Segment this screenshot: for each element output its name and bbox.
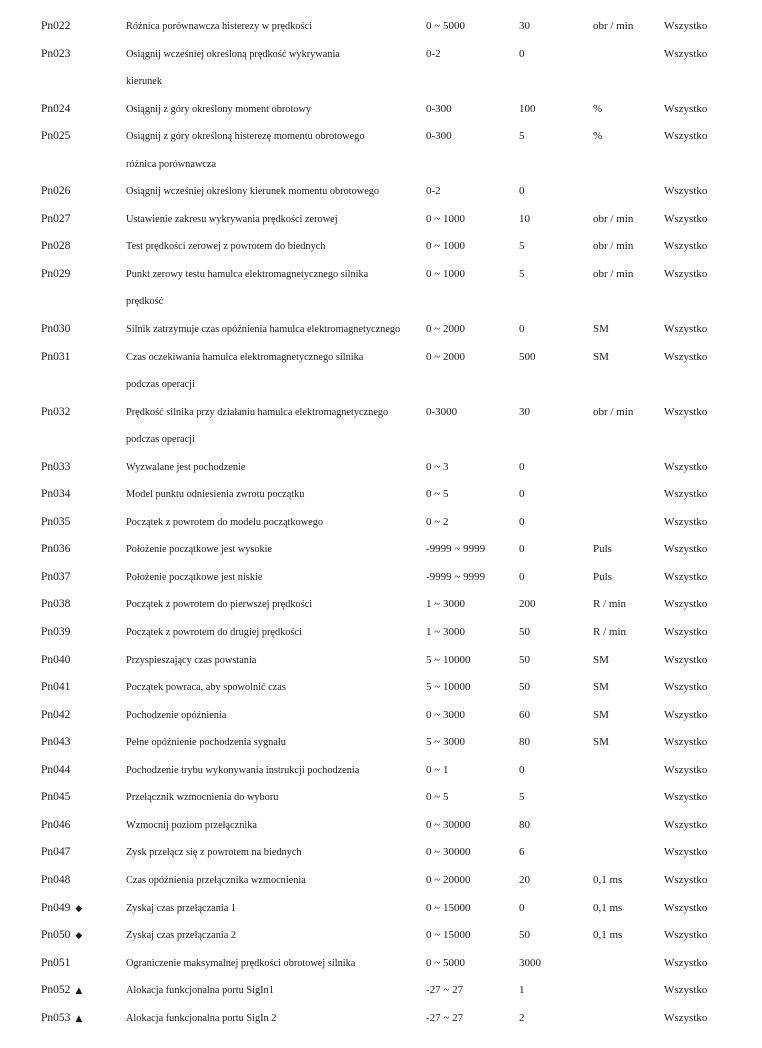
parameter-code-text: Pn046 — [41, 818, 71, 831]
parameter-unit: obr / min — [593, 405, 634, 418]
parameter-range: -9999 ~ 9999 — [426, 543, 486, 556]
parameter-description: prędkość — [126, 296, 164, 308]
parameter-description: Pochodzenie trybu wykonywania instrukcji pochodzenia — [126, 764, 360, 776]
parameter-default: 0 — [519, 488, 525, 501]
parameter-code — [41, 261, 70, 289]
parameter-range: 0 ~ 20000 — [426, 873, 471, 886]
parameter-code — [41, 729, 70, 757]
parameter-mode: Wszystko — [664, 626, 708, 639]
parameter-description: Pełne opóźnienie pochodzenia sygnału — [126, 737, 286, 749]
parameter-description: podczas operacji — [126, 379, 195, 391]
parameter-mode: Wszystko — [664, 681, 708, 694]
table-row — [0, 812, 762, 840]
table-row — [0, 757, 762, 785]
table-row — [0, 895, 762, 923]
parameter-mode: Wszystko — [664, 130, 708, 143]
parameter-code — [41, 702, 70, 730]
parameter-mode: Wszystko — [664, 763, 708, 776]
parameter-mode: Wszystko — [664, 20, 708, 32]
parameter-mode: Wszystko — [664, 846, 708, 859]
parameter-code-text: Pn033 — [41, 460, 71, 473]
parameter-code-text: Pn022 — [41, 20, 71, 32]
parameter-code-text: Pn036 — [41, 543, 71, 556]
parameter-code-text: Pn040 — [41, 653, 71, 666]
parameter-range: 0 ~ 3 — [426, 460, 449, 473]
parameter-code-text: Pn037 — [41, 570, 71, 583]
table-row — [0, 261, 762, 289]
parameter-unit: SM — [593, 350, 609, 363]
parameter-range: 0 ~ 1 — [426, 763, 449, 776]
parameter-mode: Wszystko — [664, 598, 708, 611]
table-row — [0, 536, 762, 564]
parameter-description: Ustawienie zakresu wykrywania prędkości zerowej — [126, 213, 338, 225]
parameter-range: 0 ~ 5 — [426, 791, 449, 804]
parameter-default: 0 — [519, 570, 525, 583]
parameter-description: Czas oczekiwania hamulca elektromagnetycznego silnika — [126, 351, 364, 363]
table-row-continuation — [0, 371, 762, 399]
parameter-description: Początek z powrotem do pierwszej prędkości — [126, 599, 313, 611]
parameter-default: 10 — [519, 212, 530, 225]
parameter-code — [41, 591, 70, 619]
parameter-code-text: Pn034 — [41, 488, 71, 501]
parameter-unit: SM — [593, 736, 609, 749]
parameter-default: 30 — [519, 20, 530, 32]
parameter-range: 0 ~ 1000 — [426, 240, 465, 253]
parameter-description: Ograniczenie maksymalnej prędkości obrotowej silnika — [126, 957, 356, 969]
parameter-description: Zyskaj czas przełączania 2 — [126, 930, 237, 942]
parameter-unit: 0,1 ms — [593, 929, 623, 942]
parameter-default: 80 — [519, 736, 530, 749]
parameter-description: Położenie początkowe jest wysokie — [126, 544, 273, 556]
parameter-range: 0-2 — [426, 185, 441, 198]
parameter-mode: Wszystko — [664, 405, 708, 418]
table-row — [0, 922, 762, 950]
triangle-icon: ▲ — [75, 1013, 83, 1024]
parameter-default: 0 — [519, 763, 525, 776]
parameter-code-text: Pn047 — [41, 846, 71, 859]
parameter-unit: obr / min — [593, 240, 634, 253]
parameter-code — [41, 454, 70, 482]
parameter-default: 5 — [519, 791, 525, 804]
parameter-description: Czas opóźnienia przełącznika wzmocnienia — [126, 874, 306, 886]
parameter-description: różnica porównawcza — [126, 158, 217, 170]
parameter-unit: 0,1 ms — [593, 873, 623, 886]
parameter-code — [41, 647, 70, 675]
parameter-description: Alokacja funkcjonalna portu SigIn 2 — [126, 1012, 277, 1024]
parameter-mode: Wszystko — [664, 873, 708, 886]
parameter-range: 1 ~ 3000 — [426, 598, 465, 611]
parameter-range: 0 ~ 5 — [426, 488, 449, 501]
table-row — [0, 977, 762, 1005]
parameter-default: 80 — [519, 818, 530, 831]
parameter-code-text: Pn052 — [41, 984, 71, 997]
diamond-icon: ◆ — [75, 931, 83, 942]
table-row — [0, 178, 762, 206]
parameter-mode: Wszystko — [664, 818, 708, 831]
table-row — [0, 13, 762, 41]
parameter-range: 0 ~ 2000 — [426, 350, 465, 363]
parameter-range: -27 ~ 27 — [426, 1011, 464, 1024]
parameter-unit: Puls — [593, 570, 612, 583]
parameter-description: Punkt zerowy testu hamulca elektromagnetycznego silnika — [126, 268, 369, 280]
parameter-description: Początek powraca, aby spowolnić czas — [126, 682, 286, 694]
table-row — [0, 316, 762, 344]
parameter-mode: Wszystko — [664, 488, 708, 501]
parameter-range: 0 ~ 3000 — [426, 708, 465, 721]
parameter-mode: Wszystko — [664, 570, 708, 583]
table-row — [0, 784, 762, 812]
parameter-code-text: Pn027 — [41, 212, 71, 225]
parameter-code-text: Pn030 — [41, 323, 71, 336]
parameter-range: 0 ~ 1000 — [426, 267, 465, 280]
parameter-default: 50 — [519, 653, 530, 666]
parameter-range: 0 ~ 15000 — [426, 929, 471, 942]
parameter-range: 0 ~ 30000 — [426, 818, 471, 831]
parameter-code — [41, 399, 70, 427]
parameter-range: 0-300 — [426, 130, 452, 143]
table-row — [0, 729, 762, 757]
parameter-unit: SM — [593, 323, 609, 336]
parameter-unit: Puls — [593, 543, 612, 556]
parameter-description: Wzmocnij poziom przełącznika — [126, 819, 257, 831]
parameter-range: 0 ~ 5000 — [426, 956, 465, 969]
parameter-default: 0 — [519, 185, 525, 198]
parameter-code — [41, 344, 70, 372]
parameter-description: Test prędkości zerowej z powrotem do biednych — [126, 241, 326, 253]
parameter-unit: SM — [593, 681, 609, 694]
parameter-mode: Wszystko — [664, 543, 708, 556]
parameter-description: Pochodzenie opóźnienia — [126, 709, 227, 721]
parameter-code — [41, 206, 70, 234]
parameter-description: Różnica porównawcza histerezy w prędkości — [126, 21, 312, 32]
parameter-code — [41, 564, 70, 592]
parameter-code — [41, 316, 70, 344]
table-row-continuation — [0, 68, 762, 96]
parameter-range: 0 ~ 2 — [426, 515, 449, 528]
parameter-mode: Wszystko — [664, 736, 708, 749]
parameter-code-text: Pn051 — [41, 956, 71, 969]
parameter-code — [41, 123, 70, 151]
parameter-description: Przełącznik wzmocnienia do wyboru — [126, 792, 279, 804]
parameter-mode: Wszystko — [664, 956, 708, 969]
parameter-description: Początek z powrotem do modelu początkowego — [126, 516, 324, 528]
parameter-range: 5 ~ 10000 — [426, 681, 471, 694]
parameter-description: Zyskaj czas przełączania 1 — [126, 902, 237, 914]
parameter-code — [41, 178, 70, 206]
parameter-code — [41, 784, 70, 812]
parameter-mode: Wszystko — [664, 791, 708, 804]
parameter-default: 200 — [519, 598, 536, 611]
parameter-unit: % — [593, 130, 603, 143]
table-row — [0, 399, 762, 427]
parameter-code-text: Pn025 — [41, 130, 71, 143]
parameter-mode: Wszystko — [664, 212, 708, 225]
parameter-range: 0-300 — [426, 102, 452, 115]
parameter-code-text: Pn044 — [41, 763, 71, 776]
table-row — [0, 233, 762, 261]
parameter-code — [41, 13, 70, 41]
parameter-unit: obr / min — [593, 267, 634, 280]
parameter-description: Osiągnij wcześniej określoną prędkość wykrywania — [126, 48, 340, 60]
parameter-range: 0 ~ 15000 — [426, 901, 471, 914]
parameter-code-text: Pn039 — [41, 626, 71, 639]
parameter-default: 6 — [519, 846, 525, 859]
parameter-mode: Wszystko — [664, 102, 708, 115]
table-row — [0, 454, 762, 482]
parameter-range: -27 ~ 27 — [426, 984, 464, 997]
table-row-continuation — [0, 288, 762, 316]
parameter-code-text: Pn041 — [41, 681, 71, 694]
parameter-code-text: Pn045 — [41, 791, 71, 804]
parameter-code — [41, 950, 70, 978]
parameter-mode: Wszystko — [664, 984, 708, 997]
parameter-range: 0 ~ 1000 — [426, 212, 465, 225]
parameter-range: 5 ~ 10000 — [426, 653, 471, 666]
parameter-description: Zysk przełącz się z powrotem na biednych — [126, 847, 302, 859]
parameter-code — [41, 1005, 82, 1034]
table-row — [0, 591, 762, 619]
parameter-default: 50 — [519, 681, 530, 694]
parameter-code-text: Pn028 — [41, 240, 71, 253]
parameter-code — [41, 509, 70, 537]
triangle-icon: ▲ — [75, 986, 83, 997]
parameter-code-text: Pn029 — [41, 267, 71, 280]
parameter-default: 0 — [519, 460, 525, 473]
table-row-continuation — [0, 426, 762, 454]
table-row — [0, 41, 762, 69]
table-row-continuation — [0, 151, 762, 179]
parameter-default: 1 — [519, 984, 525, 997]
parameter-code-text: Pn023 — [41, 47, 71, 60]
table-row — [0, 950, 762, 978]
parameter-default: 0 — [519, 543, 525, 556]
parameter-description: Początek z powrotem do drugiej prędkości — [126, 627, 302, 639]
parameter-default: 5 — [519, 240, 525, 253]
parameter-code-text: Pn048 — [41, 873, 71, 886]
table-row — [0, 344, 762, 372]
parameter-description: Prędkość silnika przy działaniu hamulca elektromagnetycznego — [126, 406, 389, 418]
table-row — [0, 647, 762, 675]
parameter-unit: % — [593, 102, 603, 115]
parameter-mode: Wszystko — [664, 323, 708, 336]
parameter-default: 5 — [519, 267, 525, 280]
parameter-range: -9999 ~ 9999 — [426, 570, 486, 583]
parameter-default: 30 — [519, 405, 530, 418]
parameter-code-text: Pn035 — [41, 515, 71, 528]
parameter-mode: Wszystko — [664, 240, 708, 253]
parameter-code-text: Pn049 — [41, 901, 71, 914]
parameter-mode: Wszystko — [664, 929, 708, 942]
parameter-default: 50 — [519, 626, 530, 639]
parameter-code — [41, 674, 70, 702]
parameter-code-text: Pn026 — [41, 185, 71, 198]
table-row — [0, 702, 762, 730]
parameter-description: Przyspieszający czas powstania — [126, 654, 257, 666]
parameter-default: 0 — [519, 323, 525, 336]
parameter-mode: Wszystko — [664, 185, 708, 198]
parameter-unit: R / min — [593, 626, 627, 639]
parameter-default: 3000 — [519, 956, 541, 969]
parameter-code — [41, 922, 82, 951]
table-row — [0, 123, 762, 151]
parameter-code — [41, 481, 70, 509]
diamond-icon: ◆ — [75, 903, 83, 914]
parameter-unit: obr / min — [593, 20, 634, 32]
parameter-code-text: Pn024 — [41, 102, 71, 115]
table-row — [0, 481, 762, 509]
parameter-default: 5 — [519, 130, 525, 143]
table-row — [0, 96, 762, 124]
parameter-mode: Wszystko — [664, 515, 708, 528]
parameter-code — [41, 867, 70, 895]
parameter-description: Wyzwalane jest pochodzenie — [126, 461, 246, 473]
parameter-code — [41, 536, 70, 564]
parameter-mode: Wszystko — [664, 47, 708, 60]
parameter-code — [41, 96, 70, 124]
table-row — [0, 839, 762, 867]
table-row — [0, 1005, 762, 1033]
parameter-default: 50 — [519, 929, 530, 942]
parameter-unit: obr / min — [593, 212, 634, 225]
parameter-description: Osiągnij z góry określoną histerezę momentu obrotowego — [126, 131, 365, 143]
parameter-range: 0-2 — [426, 47, 441, 60]
parameter-unit: 0,1 ms — [593, 901, 623, 914]
parameter-description: Osiągnij wcześniej określony kierunek momentu obrotowego — [126, 186, 380, 198]
parameter-code-text: Pn042 — [41, 708, 71, 721]
table-row — [0, 509, 762, 537]
parameter-code-text: Pn032 — [41, 405, 71, 418]
parameter-description: Silnik zatrzymuje czas opóźnienia hamulca elektromagnetycznego — [126, 324, 401, 336]
parameter-range: 0 ~ 2000 — [426, 323, 465, 336]
parameter-mode: Wszystko — [664, 901, 708, 914]
parameter-default: 0 — [519, 515, 525, 528]
table-row — [0, 867, 762, 895]
parameter-code — [41, 233, 70, 261]
parameter-code-text: Pn050 — [41, 929, 71, 942]
parameter-default: 2 — [519, 1011, 525, 1024]
parameter-mode: Wszystko — [664, 708, 708, 721]
parameter-code — [41, 812, 70, 840]
parameter-unit: R / min — [593, 598, 627, 611]
table-row — [0, 619, 762, 647]
parameter-code — [41, 757, 70, 785]
parameter-description: Model punktu odniesienia zwrotu początku — [126, 489, 305, 501]
table-row — [0, 564, 762, 592]
parameter-default: 100 — [519, 102, 536, 115]
parameter-code — [41, 619, 70, 647]
parameter-default: 20 — [519, 873, 530, 886]
parameter-table — [0, 13, 762, 1032]
parameter-range: 0 ~ 30000 — [426, 846, 471, 859]
parameter-description: podczas operacji — [126, 434, 195, 446]
parameter-code — [41, 839, 70, 867]
parameter-mode: Wszystko — [664, 460, 708, 473]
table-row — [0, 674, 762, 702]
parameter-code-text: Pn043 — [41, 736, 71, 749]
parameter-range: 1 ~ 3000 — [426, 626, 465, 639]
parameter-default: 0 — [519, 47, 525, 60]
parameter-mode: Wszystko — [664, 350, 708, 363]
parameter-description: Alokacja funkcjonalna portu SigIn1 — [126, 985, 274, 997]
parameter-code — [41, 41, 70, 69]
parameter-code — [41, 977, 82, 1006]
parameter-code-text: Pn038 — [41, 598, 71, 611]
parameter-unit: SM — [593, 708, 609, 721]
parameter-range: 0-3000 — [426, 405, 458, 418]
parameter-description: Osiągnij z góry określony moment obrotowy — [126, 103, 312, 115]
table-row — [0, 206, 762, 234]
parameter-code-text: Pn053 — [41, 1011, 71, 1024]
parameter-mode: Wszystko — [664, 267, 708, 280]
parameter-description: kierunek — [126, 76, 163, 88]
parameter-mode: Wszystko — [664, 653, 708, 666]
parameter-mode: Wszystko — [664, 1011, 708, 1024]
parameter-description: Położenie początkowe jest niskie — [126, 571, 263, 583]
parameter-unit: SM — [593, 653, 609, 666]
parameter-code — [41, 895, 82, 924]
parameter-range: 0 ~ 5000 — [426, 20, 465, 32]
parameter-code-text: Pn031 — [41, 350, 71, 363]
parameter-default: 60 — [519, 708, 530, 721]
parameter-range: 5 ~ 3000 — [426, 736, 465, 749]
parameter-default: 0 — [519, 901, 525, 914]
parameter-default: 500 — [519, 350, 536, 363]
